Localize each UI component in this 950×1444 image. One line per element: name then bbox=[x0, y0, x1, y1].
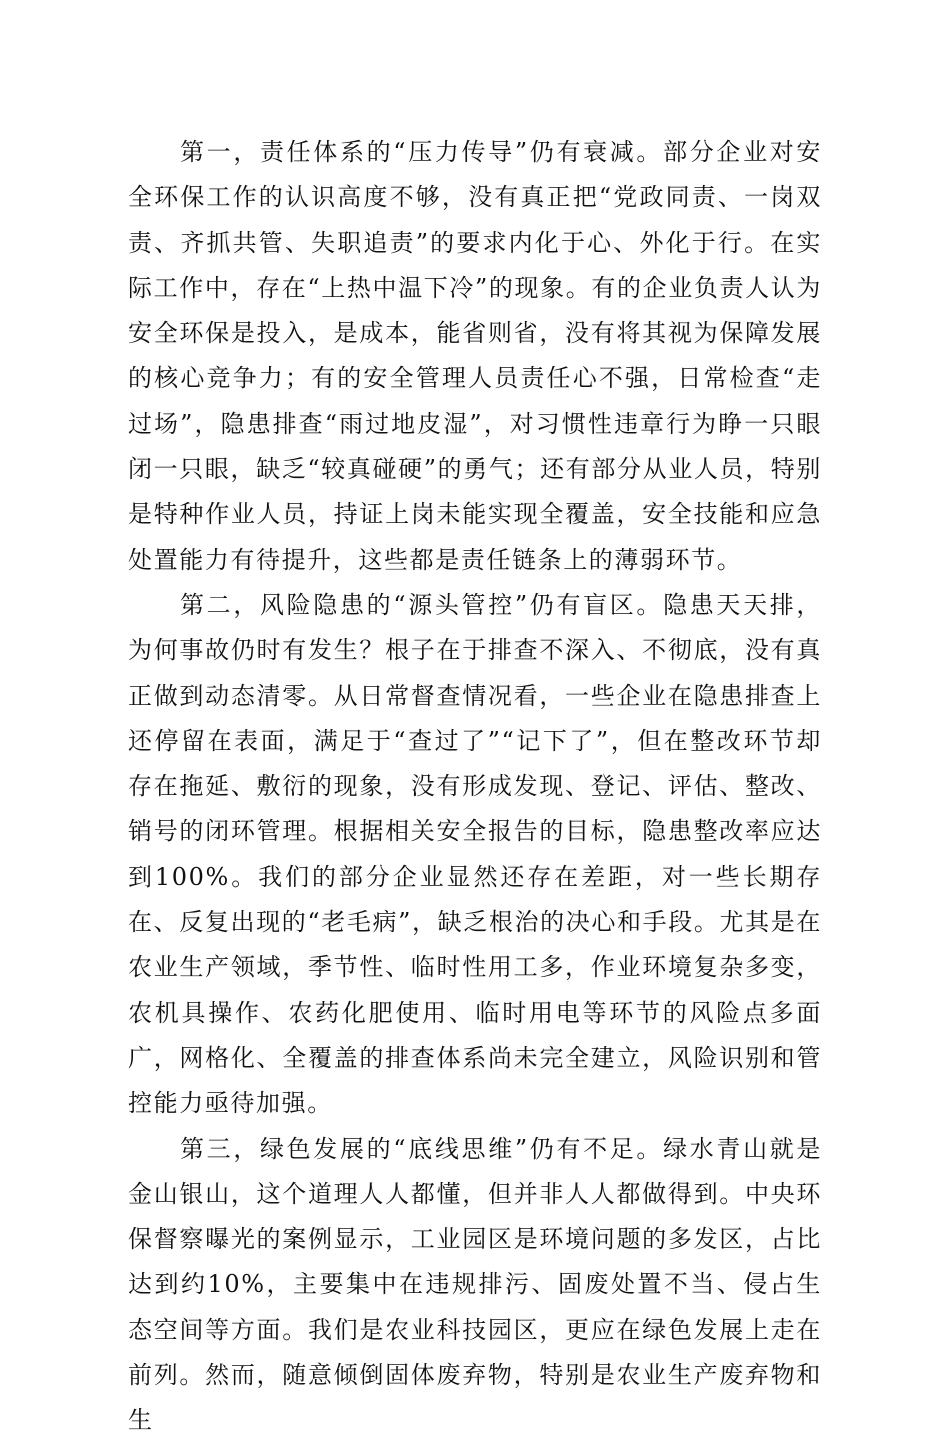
paragraph-green-development: 第三，绿色发展的“底线思维”仍有不足。绿水青山就是金山银山，这个道理人人都懂，但并非人人都做得到。中央环保督察曝光的案例显示，工业园区是环境问题的多发区，占比达到约10%，主要集中在违规排污、固废处置不当、侵占生态空间等方面。我们是农业科技园区，更应在绿色发展上走在前列。然而，随意倾倒固体废弃物，特别是农业生产废弃物和生 bbox=[128, 1134, 822, 1435]
document-body bbox=[128, 130, 822, 1444]
paragraph-responsibility-system: 第一，责任体系的“压力传导”仍有衰减。部分企业对安全环保工作的认识高度不够，没有真正把“党政同责、一岗双责、齐抓共管、失职追责”的要求内化于心、外化于行。在实际工作中，存在“上热中温下冷”的现象。有的企业负责人认为安全环保是投入，是成本，能省则省，没有将其视为保障发展的核心竞争力；有的安全管理人员责任心不强，日常检查“走过场”，隐患排查“雨过地皮湿”，对习惯性违章行为睁一只眼闭一只眼，缺乏“较真碰硬”的勇气；还有部分从业人员，特别是特种作业人员，持证上岗未能实现全覆盖，安全技能和应急处置能力有待提升，这些都是责任链条上的薄弱环节。 bbox=[128, 138, 822, 574]
paragraph-risk-control: 第二，风险隐患的“源头管控”仍有盲区。隐患天天排，为何事故仍时有发生？根子在于排查不深入、不彻底，没有真正做到动态清零。从日常督查情况看，一些企业在隐患排查上还停留在表面，满足于“查过了”“记下了”，但在整改环节却存在拖延、敷衍的现象，没有形成发现、登记、评估、整改、销号的闭环管理。根据相关安全报告的目标，隐患整改率应达到100%。我们的部分企业显然还存在差距，对一些长期存在、反复出现的“老毛病”，缺乏根治的决心和手段。尤其是在农业生产领域，季节性、临时性用工多，作业环境复杂多变，农机具操作、农药化肥使用、临时用电等环节的风险点多面广，网格化、全覆盖的排查体系尚未完全建立，风险识别和管控能力亟待加强。 bbox=[128, 590, 822, 1118]
